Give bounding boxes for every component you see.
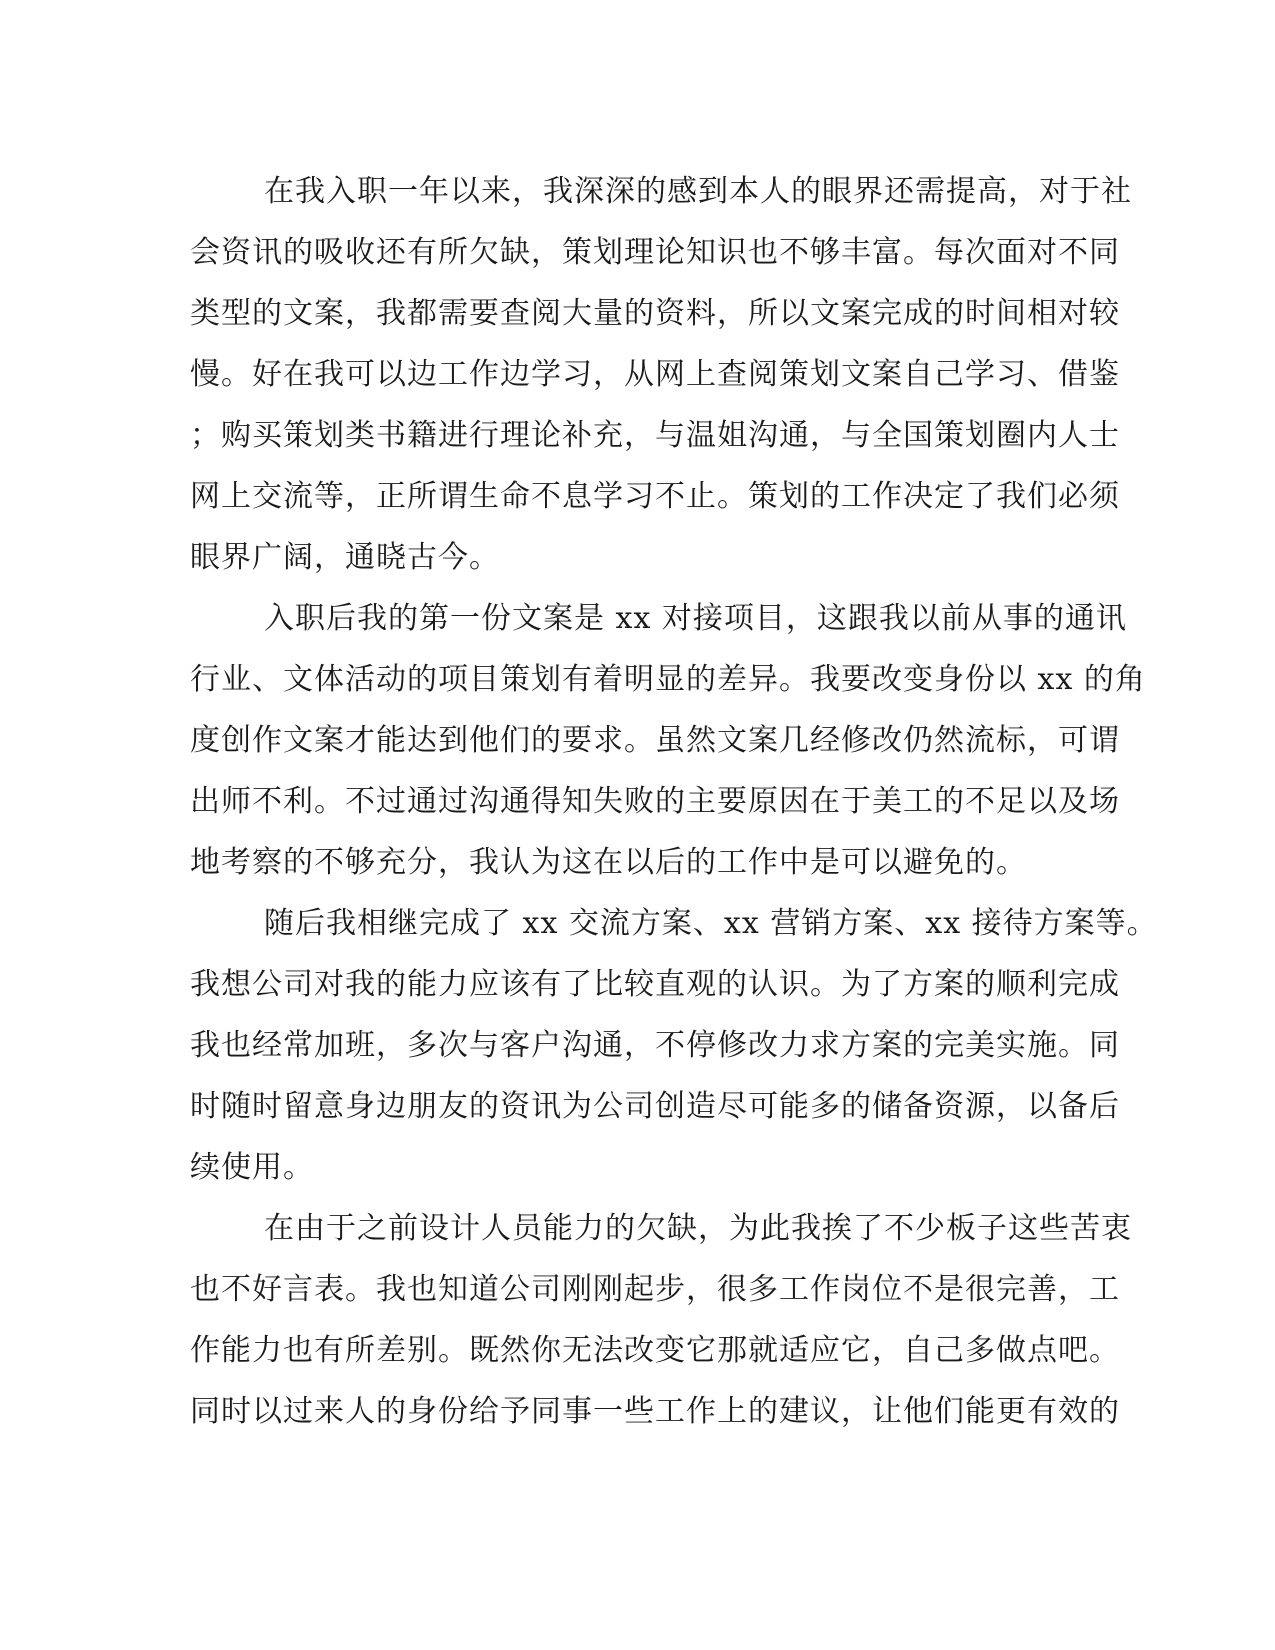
paragraph-1-line-6: 网上交流等，正所谓生命不息学习不止。策划的工作决定了我们必须 bbox=[190, 479, 1120, 514]
paragraph-2-line-4: 出师不利。不过通过沟通得知失败的主要原因在于美工的不足以及场 bbox=[190, 784, 1120, 819]
paragraph-1-line-2: 会资讯的吸收还有所欠缺，策划理论知识也不够丰富。每次面对不同 bbox=[190, 235, 1120, 270]
paragraph-1-line-5: ；购买策划类书籍进行理论补充，与温姐沟通，与全国策划圈内人士 bbox=[190, 418, 1120, 453]
paragraph-4-line-2: 也不好言表。我也知道公司刚刚起步，很多工作岗位不是很完善，工 bbox=[190, 1272, 1120, 1307]
paragraph-3-line-5: 续使用。 bbox=[190, 1150, 314, 1185]
paragraph-3-line-3: 我也经常加班，多次与客户沟通，不停修改力求方案的完美实施。同 bbox=[190, 1028, 1120, 1063]
paragraph-2-line-1: 入职后我的第一份文案是 xx 对接项目，这跟我以前从事的通讯 bbox=[264, 601, 1127, 636]
paragraph-2-line-2: 行业、文体活动的项目策划有着明显的差异。我要改变身份以 xx 的角 bbox=[190, 662, 1146, 697]
paragraph-2-line-3: 度创作文案才能达到他们的要求。虽然文案几经修改仍然流标，可谓 bbox=[190, 723, 1120, 758]
paragraph-3-line-1: 随后我相继完成了 xx 交流方案、xx 营销方案、xx 接待方案等。 bbox=[264, 906, 1158, 941]
paragraph-1-line-4: 慢。好在我可以边工作边学习，从网上查阅策划文案自己学习、借鉴 bbox=[190, 357, 1120, 392]
paragraph-1-line-7: 眼界广阔，通晓古今。 bbox=[190, 540, 500, 575]
paragraph-3-line-4: 时随时留意身边朋友的资讯为公司创造尽可能多的储备资源，以备后 bbox=[190, 1089, 1120, 1124]
document-body bbox=[190, 161, 1158, 1442]
paragraph-4-line-3: 作能力也有所差别。既然你无法改变它那就适应它，自己多做点吧。 bbox=[190, 1333, 1120, 1368]
paragraph-2-line-5: 地考察的不够充分，我认为这在以后的工作中是可以避免的。 bbox=[190, 845, 1027, 880]
paragraph-3-line-2: 我想公司对我的能力应该有了比较直观的认识。为了方案的顺利完成 bbox=[190, 967, 1120, 1002]
paragraph-1-line-3: 类型的文案，我都需要查阅大量的资料，所以文案完成的时间相对较 bbox=[190, 296, 1120, 331]
paragraph-4-line-1: 在由于之前设计人员能力的欠缺，为此我挨了不少板子这些苦衷 bbox=[264, 1211, 1132, 1246]
paragraph-4-line-4: 同时以过来人的身份给予同事一些工作上的建议，让他们能更有效的 bbox=[190, 1394, 1120, 1429]
paragraph-1-line-1: 在我入职一年以来，我深深的感到本人的眼界还需提高，对于社 bbox=[264, 174, 1132, 209]
